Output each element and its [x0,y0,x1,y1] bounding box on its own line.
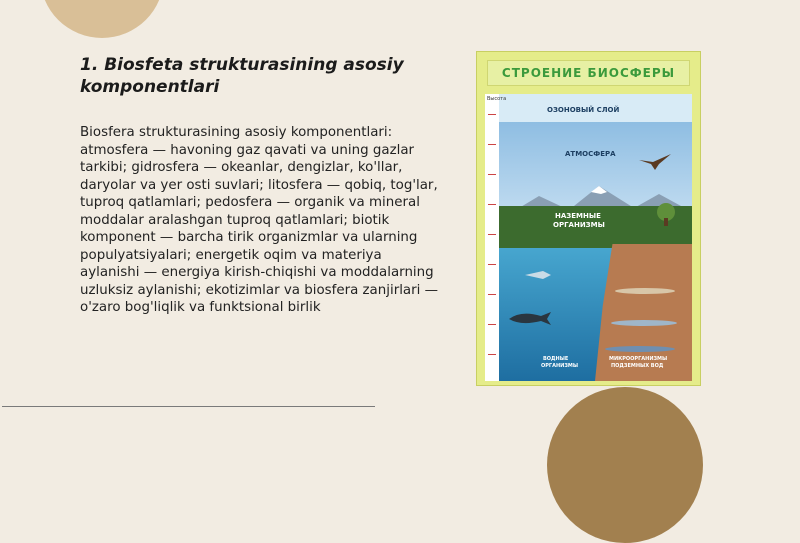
scale-label: Высота [487,96,507,102]
scale-tick [488,264,496,265]
slide-body-text: Biosfera strukturasining asosiy komponentlari: atmosfera — havoning gaz qavati va uning gazlar tarkibi; gidrosfera — okeanlar, dengizlar, ko'llar, daryolar va yer osti suvlari; litosfera — qobiq, tog'lar, tuproq qatlamlari; pedosfera — organik va mineral moddalar aralashgan tuproq qatlamlari; biotik komponent — barcha tirik organizmlar va ularning populyatsiyalari; energetik oqim va materiya aylanishi — energiya kirish-chiqishi va moddalarning uzluksiz aylanishi; ekotizimlar va biosfera zanjirlari — o'zaro bog'liqlik va funktsional birlik [80,125,438,315]
land-organisms-label-line2: ОРГАНИЗМЫ [553,221,605,229]
decorative-circle-bottom [547,387,703,543]
divider-line [2,406,375,407]
scale-tick [488,174,496,175]
water-organisms-label-line1: ВОДНЫЕ [543,356,569,362]
deep-water-layer [605,346,675,352]
microorganisms-label-line1: МИКРООРГАНИЗМЫ [609,356,668,362]
biosphere-poster-image [476,51,701,386]
decorative-circle-top [40,0,164,38]
scale-tick [488,114,496,115]
scale-tick [488,234,496,235]
scale-tick [488,144,496,145]
soil-layer [615,288,675,294]
poster-illustration [485,94,692,381]
microorganisms-label-line2: ПОДЗЕМНЫХ ВОД [611,363,664,369]
land-organisms-label-line1: НАЗЕМНЫЕ [555,212,601,220]
scale-tick [488,204,496,205]
groundwater-layer [611,320,677,326]
slide-title: 1. Biosfeta strukturasining asosiy komponentlari [80,55,404,97]
scale-tick [488,354,496,355]
water-organisms-label-line2: ОРГАНИЗМЫ [541,363,579,369]
scale-tick [488,294,496,295]
ozone-label: ОЗОНОВЫЙ СЛОЙ [547,106,620,114]
scale-tick [488,324,496,325]
poster-heading: СТРОЕНИЕ БИОСФЕРЫ [487,60,690,86]
tree-icon [651,202,681,226]
bird-icon [637,150,673,172]
altitude-scale [485,94,500,381]
atmosphere-label: АТМОСФЕРА [565,150,616,158]
fish-icon [525,270,551,280]
whale-icon [507,310,553,326]
